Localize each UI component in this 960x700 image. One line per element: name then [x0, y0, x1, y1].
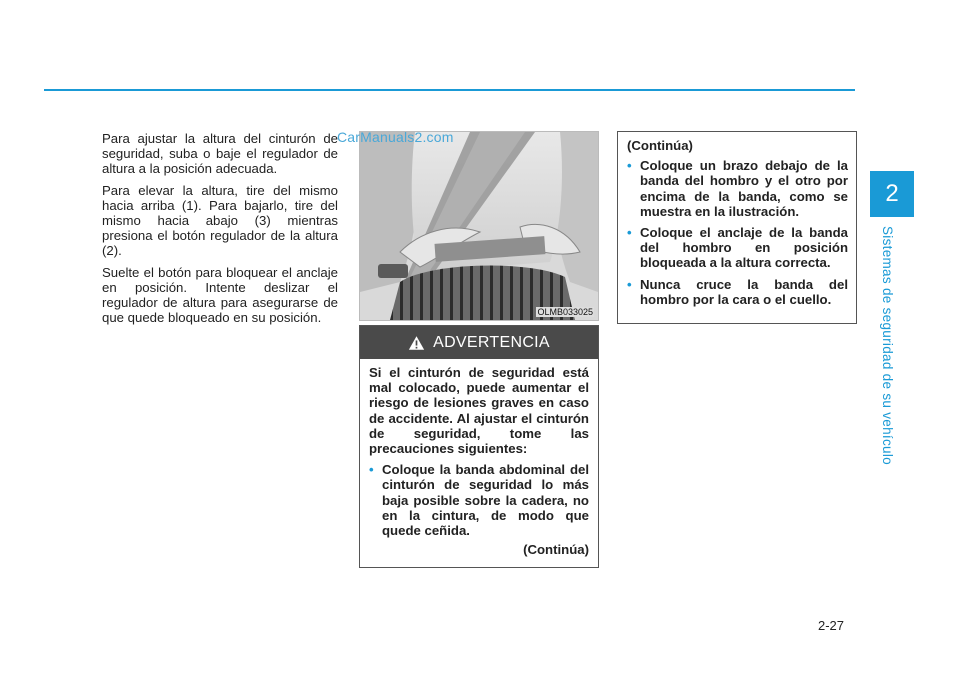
warning-bullet-text: Coloque la banda abdominal del cinturón de seguridad lo más baja posible sobre la cadera, no en la cintura, de modo que quede ceñida.	[382, 462, 589, 539]
chapter-tab: 2	[870, 171, 914, 217]
continuation-bullet-text: Coloque el anclaje de la banda del hombro en posición bloqueada a la altura correcta.	[640, 225, 848, 271]
warning-body	[360, 359, 598, 557]
watermark: CarManuals2.com	[337, 129, 454, 145]
continuation-bullet	[627, 277, 848, 307]
bullet-dot-icon: •	[627, 276, 632, 292]
seatbelt-illustration	[359, 131, 599, 321]
header-rule	[44, 89, 855, 91]
warning-header	[360, 326, 598, 359]
body-text	[102, 131, 338, 331]
continued-label: (Continúa)	[523, 542, 589, 558]
continuation-box	[617, 131, 857, 324]
warning-triangle-icon	[408, 335, 425, 351]
seatbelt-drawing	[360, 132, 598, 320]
paragraph: Para elevar la altura, tire del mismo hacia arriba (1). Para bajarlo, tire del mismo hacia abajo (3) mientras presiona el botón regulador de la altura (2).	[102, 182, 338, 259]
page-number: 2-27	[818, 618, 845, 633]
paragraph: Suelte el botón para bloquear el anclaje en posición. Intente deslizar el regulador de altura para asegurarse de que quede bloqueado en su posición.	[102, 264, 338, 326]
continuation-bullet-text: Coloque un brazo debajo de la banda del hombro y el otro por encima de la banda, como se muestra en la ilustración.	[640, 158, 848, 219]
paragraph: Para ajustar la altura del cinturón de seguridad, suba o baje el regulador de altura a la posición adecuada.	[102, 131, 338, 177]
bullet-dot-icon: •	[369, 462, 374, 478]
continuation-bullet-text: Nunca cruce la banda del hombro por la cara o el cuello.	[640, 276, 848, 307]
continuation-body	[618, 132, 856, 307]
bullet-dot-icon: •	[627, 158, 632, 174]
continuation-bullet	[627, 158, 848, 219]
warning-bullet	[369, 462, 589, 538]
continuation-label: (Continúa)	[627, 138, 693, 153]
bullet-dot-icon: •	[627, 225, 632, 241]
warning-intro: Si el cinturón de seguridad está mal colocado, puede aumentar el riesgo de lesiones graves en caso de accidente. Al ajustar el cinturón de seguridad, tome las precauciones siguientes:	[369, 365, 589, 457]
chapter-title: Sistemas de seguridad de su vehículo	[880, 226, 895, 465]
warning-title: ADVERTENCIA	[433, 333, 550, 351]
warning-box	[359, 325, 599, 568]
continuation-bullet	[627, 225, 848, 271]
figure-code: OLMB033025	[537, 307, 593, 317]
